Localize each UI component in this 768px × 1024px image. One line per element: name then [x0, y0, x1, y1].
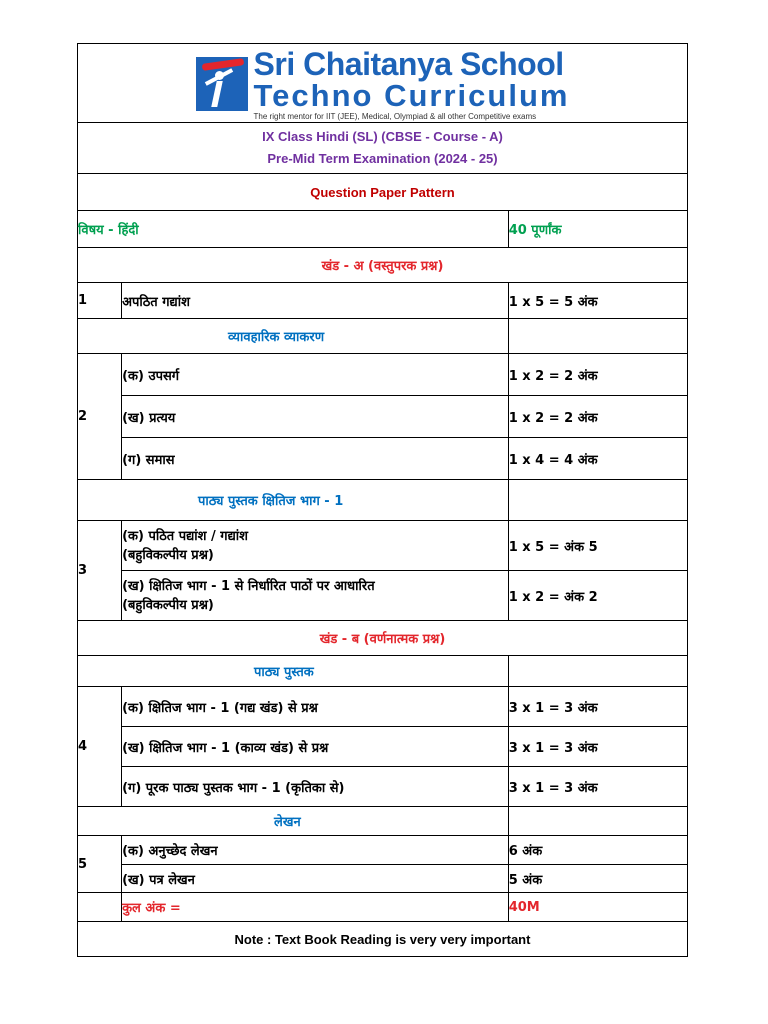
total-label: कुल अंक =: [122, 893, 509, 922]
exam-title: [78, 123, 688, 174]
table-row: [78, 727, 688, 767]
exam-line: Pre-Mid Term Examination (2024 - 25): [267, 151, 498, 166]
table-row: [78, 283, 688, 319]
question-marks: 3 x 1 = 3 अंक: [508, 727, 687, 767]
section-b-title: खंड - ब (वर्णनात्मक प्रश्न): [78, 621, 688, 656]
section-a-title: खंड - अ (वस्तुपरक प्रश्न): [78, 248, 688, 283]
table-row: [78, 571, 688, 621]
question-line: (क) पठित पद्यांश / गद्यांश: [122, 528, 248, 544]
question-text: (ख) पत्र लेखन: [122, 865, 509, 893]
question-marks: 1 x 4 = 4 अंक: [508, 438, 687, 480]
note: Note : Text Book Reading is very very important: [78, 922, 688, 957]
pattern-title: Question Paper Pattern: [78, 174, 688, 211]
logo-tagline: The right mentor for IIT (JEE), Medical, Olympiad & all other Competitive exams: [253, 111, 537, 121]
school-emblem-icon: [196, 57, 248, 111]
question-line: (ख) क्षितिज भाग - 1 से निर्धारित पाठों पर आधारित: [122, 578, 375, 594]
table-row: [78, 438, 688, 480]
logo-cell: [78, 44, 688, 123]
table-row: [78, 865, 688, 893]
question-text: (ग) समास: [122, 438, 509, 480]
class-line: IX Class Hindi (SL) (CBSE - Course - A): [262, 129, 503, 144]
table-row: [78, 767, 688, 807]
total-value: 40M: [508, 893, 687, 922]
table-row: [78, 396, 688, 438]
question-number: 3: [78, 521, 122, 621]
question-text: (क) उपसर्ग: [122, 354, 509, 396]
question-marks: 5 अंक: [508, 865, 687, 893]
question-marks: 1 x 2 = 2 अंक: [508, 396, 687, 438]
textbook-heading: पाठ्य पुस्तक क्षितिज भाग - 1: [78, 480, 509, 521]
question-text: अपठित गद्यांश: [122, 283, 509, 319]
pattern-table: [77, 43, 688, 957]
question-line: (बहुविकल्पीय प्रश्न): [122, 597, 214, 613]
question-marks: 6 अंक: [508, 836, 687, 865]
grammar-heading: व्यावहारिक व्याकरण: [78, 319, 509, 354]
question-text: (क) क्षितिज भाग - 1 (गद्य खंड) से प्रश्न: [122, 687, 509, 727]
question-text: [122, 521, 509, 571]
question-paper-pattern: [77, 43, 688, 957]
table-row: [78, 354, 688, 396]
question-line: (बहुविकल्पीय प्रश्न): [122, 547, 214, 563]
question-text: (ख) प्रत्यय: [122, 396, 509, 438]
question-marks: 3 x 1 = 3 अंक: [508, 767, 687, 807]
question-marks: 1 x 2 = अंक 2: [508, 571, 687, 621]
question-text: (ग) पूरक पाठ्य पुस्तक भाग - 1 (कृतिका से): [122, 767, 509, 807]
table-row: [78, 521, 688, 571]
question-number: 4: [78, 687, 122, 807]
table-row: [78, 836, 688, 865]
subject-total-marks: 40 पूर्णांक: [508, 211, 687, 248]
question-marks: 3 x 1 = 3 अंक: [508, 687, 687, 727]
question-text: (ख) क्षितिज भाग - 1 (काव्य खंड) से प्रश्न: [122, 727, 509, 767]
table-row: [78, 687, 688, 727]
question-marks: 1 x 2 = 2 अंक: [508, 354, 687, 396]
question-number: 1: [78, 283, 122, 319]
question-marks: 1 x 5 = 5 अंक: [508, 283, 687, 319]
textbook2-heading: पाठ्य पुस्तक: [78, 656, 509, 687]
subject-label: विषय - हिंदी: [78, 211, 509, 248]
question-number: 5: [78, 836, 122, 893]
question-text: (क) अनुच्छेद लेखन: [122, 836, 509, 865]
question-text: [122, 571, 509, 621]
logo-line1: Sri Chaitanya School: [253, 45, 564, 82]
writing-heading: लेखन: [78, 807, 509, 836]
question-marks: 1 x 5 = अंक 5: [508, 521, 687, 571]
school-logo: [78, 46, 687, 121]
question-number: 2: [78, 354, 122, 480]
logo-line2: Techno Curriculum: [253, 77, 570, 113]
